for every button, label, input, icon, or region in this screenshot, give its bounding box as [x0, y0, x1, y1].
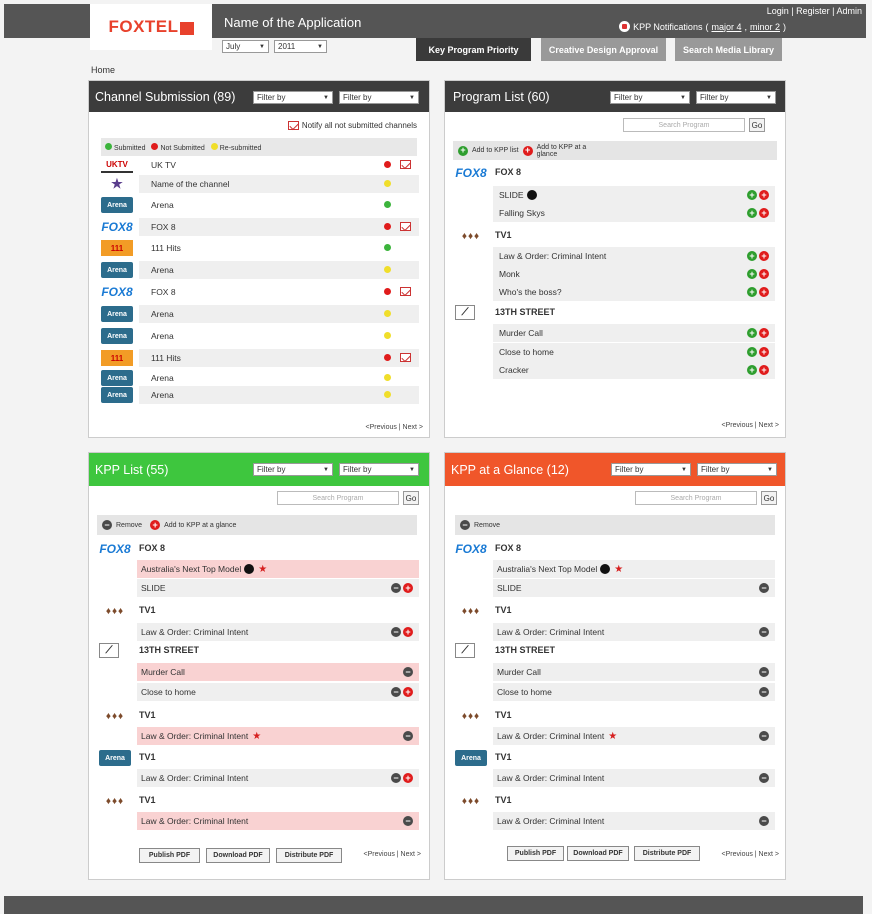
row-actions	[747, 287, 769, 297]
add-glance-icon[interactable]: +	[759, 287, 769, 297]
add-glance-icon[interactable]: +	[759, 190, 769, 200]
glance-pager[interactable]: <Previous | Next >	[721, 851, 779, 858]
envelope-icon[interactable]	[400, 353, 411, 362]
channel-logo: Arena	[101, 387, 133, 403]
add-glance-icon[interactable]: +	[759, 365, 769, 375]
remove-label[interactable]: Remove	[474, 521, 501, 529]
kpp-glance-title: KPP at a Glance (12)	[451, 462, 569, 477]
program-name: Australia's Next Top Model	[497, 564, 598, 574]
remove-icon[interactable]: −	[391, 687, 401, 697]
footer-bar	[4, 896, 863, 914]
channel-name: Arena	[151, 373, 174, 383]
row-actions	[747, 190, 769, 200]
channel-pager[interactable]: <Previous | Next >	[365, 424, 423, 431]
add-kpp-icon[interactable]: +	[747, 190, 757, 200]
breadcrumb[interactable]: Home	[91, 65, 116, 75]
program-row[interactable]	[493, 186, 775, 204]
channel-name: Arena	[151, 309, 174, 319]
channel-logo: ♦♦♦	[461, 230, 481, 242]
program-name: SLIDE	[499, 190, 524, 200]
remove-icon[interactable]: −	[460, 520, 470, 530]
channel-name: 111 Hits	[151, 353, 181, 363]
channel-name: FOX 8	[151, 222, 176, 232]
program-name: SLIDE	[497, 583, 522, 593]
remove-icon[interactable]: −	[403, 731, 413, 741]
filter-select-1[interactable]: Filter by ▼	[253, 463, 333, 476]
channel-logo: FOX8	[99, 542, 131, 556]
red-status-dot-icon	[384, 354, 391, 361]
program-name: Law & Order: Criminal Intent	[141, 731, 249, 741]
channel-name: Name of the channel	[151, 179, 230, 189]
channel-logo: ♦♦♦	[461, 795, 481, 807]
green-status-dot-icon	[384, 244, 391, 251]
kpp-program-row[interactable]	[137, 560, 419, 578]
row-actions	[403, 731, 413, 741]
star-icon: ★	[252, 730, 262, 742]
program-row[interactable]	[493, 265, 775, 283]
remove-icon[interactable]: −	[102, 520, 112, 530]
red-dot-icon	[151, 143, 158, 150]
kpp-pager[interactable]: <Previous | Next >	[363, 851, 421, 858]
add-glance-icon[interactable]: +	[759, 347, 769, 357]
row-actions	[403, 816, 413, 826]
yellow-dot-icon	[211, 143, 218, 150]
kpp-list-panel	[88, 452, 430, 880]
status-legend: Submitted Not Submitted Re-submitted	[101, 138, 417, 156]
yellow-status-dot-icon	[384, 266, 391, 273]
distribute-pdf-button[interactable]: Distribute PDF	[634, 846, 700, 861]
channel-name: Arena	[151, 331, 174, 341]
program-list-header	[445, 81, 785, 112]
envelope-icon[interactable]	[400, 287, 411, 296]
star-icon: ★	[258, 563, 268, 575]
add-glance-icon[interactable]: +	[759, 328, 769, 338]
tab-key-program-priority[interactable]: Key Program Priority	[416, 38, 531, 61]
app-title: Name of the Application	[224, 15, 362, 30]
kpp-program-row[interactable]	[493, 623, 775, 641]
row-actions	[759, 773, 769, 783]
add-glance-label[interactable]: Add to KPP at a glance	[164, 521, 237, 529]
channel-logo: ♦♦♦	[461, 710, 481, 722]
program-name: Law & Order: Criminal Intent	[497, 816, 605, 826]
red-status-dot-icon	[384, 223, 391, 230]
row-actions	[759, 687, 769, 697]
program-name: Law & Order: Criminal Intent	[141, 627, 249, 637]
login-link[interactable]: Login	[766, 6, 789, 16]
kpp-program-row[interactable]	[493, 769, 775, 787]
program-row[interactable]	[493, 361, 775, 379]
program-row[interactable]	[493, 247, 775, 265]
add-kpp-icon[interactable]: +	[747, 365, 757, 375]
red-status-dot-icon	[384, 288, 391, 295]
program-row[interactable]	[493, 343, 775, 361]
program-row[interactable]	[493, 283, 775, 301]
row-actions	[759, 627, 769, 637]
tab-creative-design-approval[interactable]: Creative Design Approval	[541, 38, 666, 61]
filter-select-1[interactable]: Filter by ▼	[611, 463, 691, 476]
kpp-program-row[interactable]	[493, 579, 775, 597]
yellow-status-dot-icon	[384, 180, 391, 187]
publish-pdf-button[interactable]: Publish PDF	[507, 846, 564, 861]
row-actions	[759, 583, 769, 593]
program-name: Law & Order: Criminal Intent	[499, 251, 607, 261]
row-actions	[759, 667, 769, 677]
add-glance-icon[interactable]: +	[403, 773, 413, 783]
kpp-program-row[interactable]	[137, 623, 419, 641]
kpp-list-header	[89, 453, 429, 486]
channel-logo: UKTV	[101, 157, 133, 173]
search-input[interactable]: Search Program	[635, 491, 757, 505]
add-glance-icon[interactable]: +	[403, 627, 413, 637]
filter-select-2[interactable]: Filter by ▼	[697, 463, 777, 476]
remove-icon[interactable]: −	[759, 667, 769, 677]
program-name: Falling Skys	[499, 208, 545, 218]
filter-select-2[interactable]: Filter by ▼	[696, 91, 776, 104]
filter-select-1[interactable]: Filter by ▼	[610, 91, 690, 104]
go-button[interactable]: Go	[761, 491, 777, 505]
kpp-notifications: KPP Notifications ( major 4 , minor 2 )	[619, 21, 786, 32]
program-name: Law & Order: Criminal Intent	[497, 773, 605, 783]
remove-icon[interactable]: −	[403, 816, 413, 826]
channel-submission-header	[89, 81, 429, 112]
remove-label[interactable]: Remove	[116, 521, 143, 529]
add-kpp-icon[interactable]: +	[458, 146, 468, 156]
remove-icon[interactable]: −	[759, 627, 769, 637]
channel-logo: ♦♦♦	[461, 605, 481, 617]
channel-logo: Arena	[101, 306, 133, 322]
yellow-status-dot-icon	[384, 391, 391, 398]
star-icon: ★	[608, 730, 618, 742]
row-actions	[759, 816, 769, 826]
kpp-program-row[interactable]	[137, 727, 419, 745]
program-name: Law & Order: Criminal Intent	[141, 816, 249, 826]
tab-search-media-library[interactable]: Search Media Library	[675, 38, 782, 61]
add-kpp-icon[interactable]: +	[747, 208, 757, 218]
channel-name: 111 Hits	[151, 243, 181, 253]
channel-heading: TV1	[139, 710, 156, 720]
add-kpp-icon[interactable]: +	[747, 328, 757, 338]
yellow-status-dot-icon	[384, 332, 391, 339]
add-kpp-icon[interactable]: +	[747, 269, 757, 279]
program-name: Monk	[499, 269, 520, 279]
kpp-action-bar	[97, 515, 417, 535]
channel-row[interactable]	[139, 386, 419, 404]
filter-select-2[interactable]: Filter by ▼	[339, 91, 419, 104]
add-kpp-icon[interactable]: +	[747, 287, 757, 297]
channel-logo: Arena	[101, 197, 133, 213]
channel-logo: Arena	[99, 750, 131, 766]
yellow-status-dot-icon	[384, 310, 391, 317]
kpp-program-row[interactable]	[137, 683, 419, 701]
star-icon: ★	[614, 563, 624, 575]
channel-logo: FOX8	[455, 166, 487, 180]
kpp-program-row[interactable]	[493, 663, 775, 681]
kpp-program-row[interactable]	[493, 560, 775, 578]
row-actions	[759, 731, 769, 741]
channel-logo: FOX8	[101, 285, 133, 299]
add-glance-icon[interactable]: +	[759, 269, 769, 279]
remove-icon[interactable]: −	[391, 773, 401, 783]
add-glance-icon[interactable]: +	[403, 583, 413, 593]
kpp-program-row[interactable]	[137, 769, 419, 787]
notification-icon	[619, 21, 630, 32]
row-actions	[391, 773, 413, 783]
program-name: Close to home	[497, 687, 552, 697]
remove-icon[interactable]: −	[759, 773, 769, 783]
publish-pdf-button[interactable]: Publish PDF	[139, 848, 200, 863]
add-glance-icon[interactable]: +	[403, 687, 413, 697]
add-glance-icon[interactable]: +	[759, 208, 769, 218]
kpp-program-row[interactable]	[137, 663, 419, 681]
add-kpp-icon[interactable]: +	[747, 347, 757, 357]
program-name: Close to home	[141, 687, 196, 697]
glance-action-bar	[455, 515, 775, 535]
add-kpp-icon[interactable]: +	[747, 251, 757, 261]
row-actions	[391, 627, 413, 637]
row-actions	[391, 687, 413, 697]
channel-heading: TV1	[495, 710, 512, 720]
channel-name: Arena	[151, 200, 174, 210]
channel-logo: ♦♦♦	[105, 710, 125, 722]
top-links: Login | Register | Admin	[766, 6, 862, 16]
channel-heading: FOX 8	[495, 167, 522, 177]
red-status-dot-icon	[384, 161, 391, 168]
remove-icon[interactable]: −	[759, 731, 769, 741]
envelope-icon	[288, 121, 299, 130]
premiere-badge-icon	[244, 564, 254, 574]
channel-logo: 111	[101, 350, 133, 366]
channel-heading: 13TH STREET	[495, 645, 556, 655]
filter-select-1[interactable]: Filter by ▼	[253, 91, 333, 104]
channel-logo: ♦♦♦	[105, 795, 125, 807]
kpp-program-row[interactable]	[493, 683, 775, 701]
channel-heading: TV1	[495, 752, 512, 762]
program-name: Murder Call	[497, 667, 541, 677]
channel-heading: FOX 8	[139, 543, 166, 553]
filter-select-2[interactable]: Filter by ▼	[339, 463, 419, 476]
channel-logo: Arena	[101, 262, 133, 278]
add-glance-icon[interactable]: +	[759, 251, 769, 261]
program-name: Murder Call	[141, 667, 185, 677]
channel-row[interactable]	[139, 305, 419, 323]
go-button[interactable]: Go	[749, 118, 765, 132]
kpp-program-row[interactable]	[137, 579, 419, 597]
premiere-badge-icon	[527, 190, 537, 200]
row-actions	[747, 269, 769, 279]
search-input[interactable]: Search Program	[623, 118, 745, 132]
green-dot-icon	[105, 143, 112, 150]
remove-icon[interactable]: −	[391, 583, 401, 593]
program-name: Close to home	[499, 347, 554, 357]
foxtel-logo[interactable]: FOXTEL	[90, 4, 212, 50]
remove-icon[interactable]: −	[759, 583, 769, 593]
envelope-icon[interactable]	[400, 160, 411, 169]
kpp-program-row[interactable]	[493, 727, 775, 745]
channel-row[interactable]	[139, 349, 419, 367]
channel-heading: FOX 8	[495, 543, 522, 553]
major-link[interactable]: major 4	[711, 21, 742, 32]
add-glance-label[interactable]: Add to KPP at a glance	[536, 143, 587, 158]
program-name: Who's the boss?	[499, 287, 562, 297]
channel-heading: TV1	[139, 605, 156, 615]
row-actions	[747, 251, 769, 261]
channel-logo: ♦♦♦	[105, 605, 125, 617]
remove-icon[interactable]: −	[391, 627, 401, 637]
channel-logo: Arena	[101, 370, 133, 386]
channel-name: FOX 8	[151, 287, 176, 297]
channel-row[interactable]	[139, 283, 419, 301]
program-row[interactable]	[493, 324, 775, 342]
kpp-list-title: KPP List (55)	[95, 462, 169, 477]
channel-heading: 13TH STREET	[495, 307, 556, 317]
channel-logo: ⟋	[99, 643, 119, 658]
channel-logo: Arena	[455, 750, 487, 766]
remove-icon[interactable]: −	[759, 816, 769, 826]
notify-all-link[interactable]: Notify all not submitted channels	[288, 121, 417, 130]
channel-row[interactable]	[139, 239, 419, 257]
program-action-bar	[453, 141, 777, 160]
channel-logo: FOX8	[455, 542, 487, 556]
program-name: Law & Order: Criminal Intent	[497, 627, 605, 637]
month-select[interactable]: July ▼	[222, 40, 269, 53]
row-actions	[391, 583, 413, 593]
program-name: Murder Call	[499, 328, 543, 338]
add-glance-icon[interactable]: +	[150, 520, 160, 530]
channel-row[interactable]	[139, 156, 419, 174]
channel-logo: FOX8	[101, 220, 133, 234]
go-button[interactable]: Go	[403, 491, 419, 505]
channel-logo: ★	[111, 176, 123, 191]
channel-submission-title: Channel Submission (89)	[95, 89, 236, 104]
notif-label: KPP Notifications	[633, 21, 703, 32]
channel-heading: TV1	[139, 752, 156, 762]
row-actions	[747, 328, 769, 338]
add-glance-icon[interactable]: +	[523, 146, 533, 156]
channel-logo: Arena	[101, 328, 133, 344]
row-actions	[747, 208, 769, 218]
program-list-panel	[444, 80, 786, 438]
channel-heading: TV1	[495, 605, 512, 615]
program-pager[interactable]: <Previous | Next >	[721, 422, 779, 429]
channel-heading: TV1	[139, 795, 156, 805]
channel-name: UK TV	[151, 160, 176, 170]
green-status-dot-icon	[384, 201, 391, 208]
channel-row[interactable]	[139, 175, 419, 193]
yellow-status-dot-icon	[384, 374, 391, 381]
download-pdf-button[interactable]: Download PDF	[206, 848, 270, 863]
channel-submission-panel	[88, 80, 430, 438]
channel-logo: ⟋	[455, 643, 475, 658]
channel-logo: ⟋	[455, 305, 475, 320]
premiere-badge-icon	[600, 564, 610, 574]
year-select[interactable]: 2011 ▼	[274, 40, 327, 53]
row-actions	[747, 347, 769, 357]
distribute-pdf-button[interactable]: Distribute PDF	[276, 848, 342, 863]
download-pdf-button[interactable]: Download PDF	[567, 846, 629, 861]
program-name: SLIDE	[141, 583, 166, 593]
minor-link[interactable]: minor 2	[749, 21, 780, 32]
row-actions	[403, 667, 413, 677]
kpp-program-row[interactable]	[137, 812, 419, 830]
admin-link[interactable]: Admin	[836, 6, 862, 16]
channel-heading: TV1	[495, 795, 512, 805]
envelope-icon[interactable]	[400, 222, 411, 231]
register-link[interactable]: Register	[796, 6, 830, 16]
channel-row[interactable]	[139, 369, 419, 387]
channel-row[interactable]	[139, 196, 419, 214]
channel-heading: 13TH STREET	[139, 645, 200, 655]
channel-name: Arena	[151, 265, 174, 275]
program-row[interactable]	[493, 204, 775, 222]
program-name: Law & Order: Criminal Intent	[497, 731, 605, 741]
program-name: Australia's Next Top Model	[141, 564, 242, 574]
remove-icon[interactable]: −	[403, 667, 413, 677]
add-kpp-label[interactable]: Add to KPP list	[472, 147, 519, 154]
program-name: Cracker	[499, 365, 529, 375]
program-name: Law & Order: Criminal Intent	[141, 773, 249, 783]
channel-row[interactable]	[139, 327, 419, 345]
row-actions	[747, 365, 769, 375]
channel-logo: 111	[101, 240, 133, 256]
kpp-glance-panel	[444, 452, 786, 880]
channel-row[interactable]	[139, 218, 419, 236]
search-input[interactable]: Search Program	[277, 491, 399, 505]
channel-heading: TV1	[495, 230, 512, 240]
logo-mark-icon	[180, 22, 194, 35]
kpp-glance-header	[445, 453, 785, 486]
channel-name: Arena	[151, 390, 174, 400]
remove-icon[interactable]: −	[759, 687, 769, 697]
kpp-program-row[interactable]	[493, 812, 775, 830]
program-list-title: Program List (60)	[453, 89, 550, 104]
channel-row[interactable]	[139, 261, 419, 279]
